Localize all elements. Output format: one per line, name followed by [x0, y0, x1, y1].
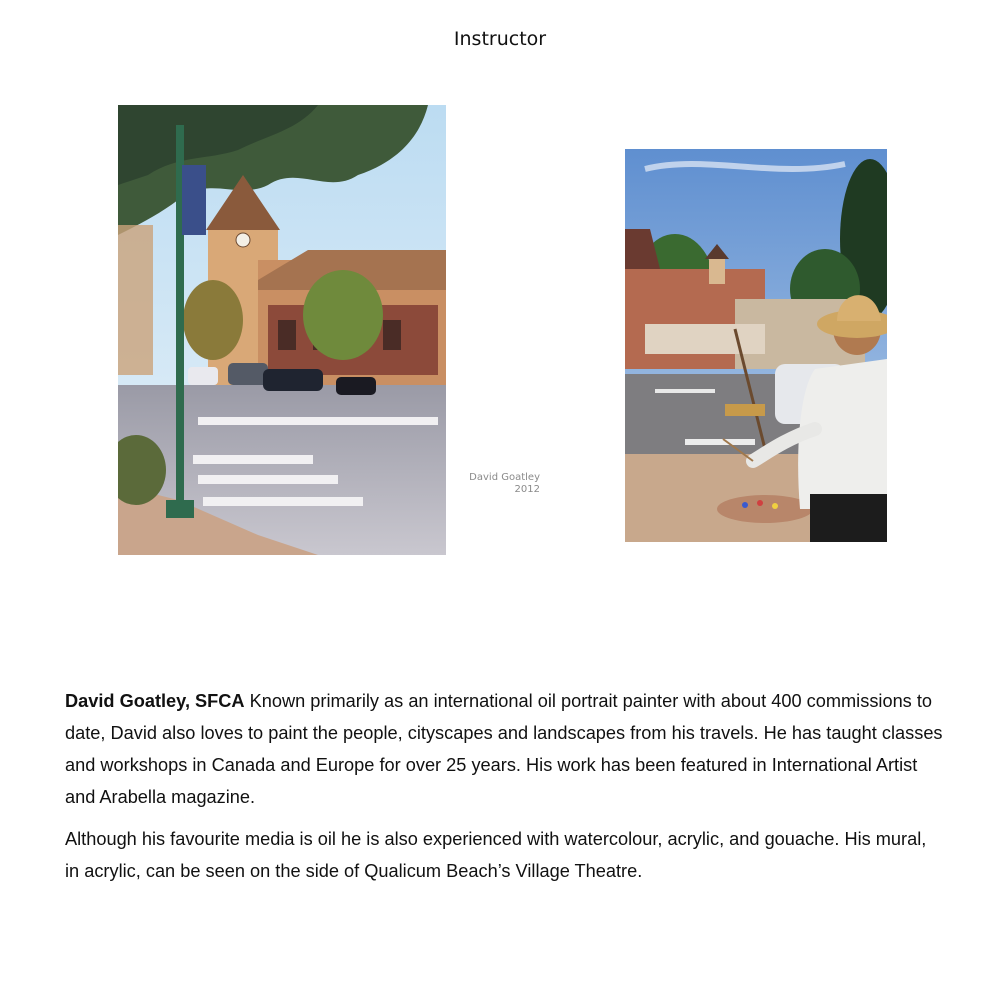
artist-painting-photo	[625, 149, 887, 542]
signature-year: 2012	[514, 484, 540, 495]
bio-paragraph-1-text: Known primarily as an international oil portrait painter with about 400 commissions to date, David also loves to paint the people, cityscapes and landscapes from his travels. He has taught classes and workshops in Canada and Europe for over 25 years. His work has been featured in International Artist and Arabella magazine.	[65, 691, 943, 807]
instructor-name: David Goatley, SFCA	[65, 691, 245, 711]
signature-artist-name: David Goatley	[469, 472, 540, 483]
instructor-bio	[65, 685, 945, 897]
street-painting-image	[118, 105, 446, 555]
bio-paragraph-2: Although his favourite media is oil he is also experienced with watercolour, acrylic, and gouache. His mural, in acrylic, can be seen on the side of Qualicum Beach’s Village Theatre.	[65, 829, 927, 881]
painting-signature	[440, 472, 540, 496]
bio-paragraph-1	[65, 685, 945, 813]
page-title: Instructor	[453, 28, 547, 50]
